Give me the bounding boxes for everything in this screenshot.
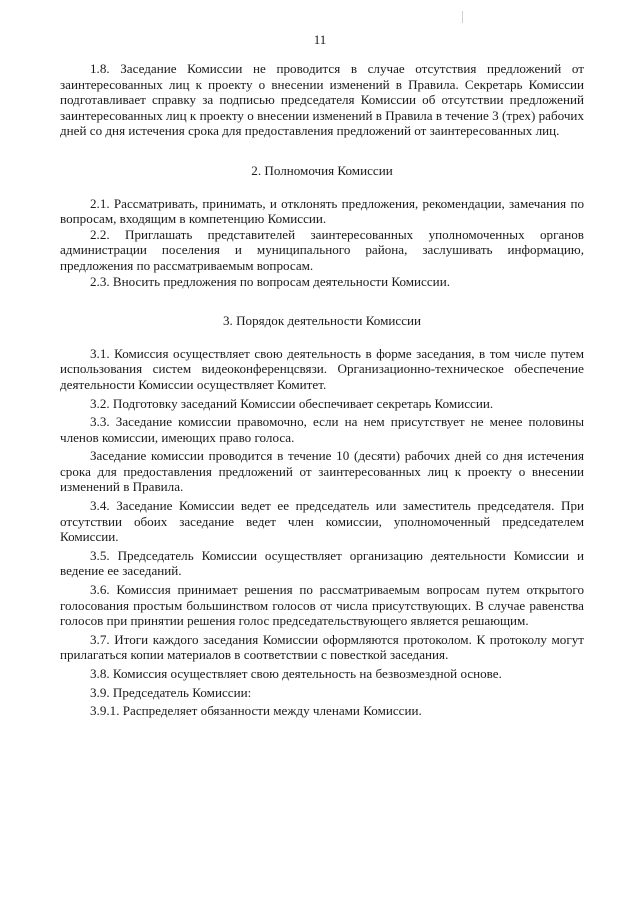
- paragraph-3-9: 3.9. Председатель Комиссии:: [90, 684, 252, 700]
- scan-mark: [462, 11, 463, 23]
- paragraph-3-5: 3.5. Председатель Комиссии осуществляет организацию деятельности Комиссии и ведение ее заседаний.: [60, 547, 584, 579]
- paragraph-3-4: 3.4. Заседание Комиссии ведет ее председатель или заместитель председателя. При отсутствии обоих заседание ведет член комиссии, уполномоченный председателем Комиссии.: [60, 498, 584, 545]
- page-number: 11: [313, 32, 327, 47]
- paragraph-1-8: 1.8. Заседание Комиссии не проводится в случае отсутствия предложений от заинтересованных лиц к проекту о внесении изменений в Правила. Секретарь Комиссии подготавливает справку за подписью председателя Комиссии об отсутствии предложений заинтересованных лиц к проекту о внесении изменений в Правила в течение 3 (трех) рабочих дней со дня истечения срока для предоставления предложений от заинтересованных лиц.: [60, 61, 584, 139]
- paragraph-3-8: 3.8. Комиссия осуществляет свою деятельность на безвозмездной основе.: [90, 666, 502, 681]
- section-3-heading: 3. Порядок деятельности Комиссии: [222, 313, 422, 329]
- paragraph-3-7: 3.7. Итоги каждого заседания Комиссии оформляются протоколом. К протоколу могут прилагаться копии материалов в соответствии с повесткой заседания.: [60, 631, 584, 663]
- paragraph-3-3: 3.3. Заседание комиссии правомочно, если на нем присутствует не менее половины членов комиссии, имеющих право голоса.: [60, 414, 584, 445]
- paragraph-2-1: 2.1. Рассматривать, принимать, и отклонять предложения, рекомендации, замечания по вопросам, входящим в компетенцию Комиссии.: [60, 195, 584, 227]
- paragraph-3-6: 3.6. Комиссия принимает решения по рассматриваемым вопросам путем открытого голосования простым большинством голосов от числа присутствующих. В случае равенства голосов при принятии решения голос председательствующего является решающим.: [60, 582, 584, 629]
- section-2-heading: 2. Полномочия Комиссии: [251, 162, 393, 178]
- paragraph-3-3-continued: Заседание комиссии проводится в течение 10 (десяти) рабочих дней со дня истечения срока для предоставления предложений от заинтересованных лиц к проекту о внесении изменений в Правила.: [60, 448, 584, 495]
- paragraph-3-1: 3.1. Комиссия осуществляет свою деятельность в форме заседания, в том числе путем использования систем видеоконференцсвязи. Организационно-техническое обеспечение деятельности Комиссии осуществляет Комитет.: [60, 345, 584, 392]
- paragraph-3-2: 3.2. Подготовку заседаний Комиссии обеспечивает секретарь Комиссии.: [90, 395, 494, 411]
- paragraph-2-2: 2.2. Приглашать представителей заинтересованных уполномоченных органов администрации поселения и муниципального района, заслушивать информацию, предложения по рассматриваемым вопросам.: [60, 226, 584, 273]
- paragraph-3-9-1: 3.9.1. Распределяет обязанности между членами Комиссии.: [90, 703, 422, 719]
- paragraph-2-3: 2.3. Вносить предложения по вопросам деятельности Комиссии.: [90, 273, 450, 289]
- document-body: [60, 61, 584, 719]
